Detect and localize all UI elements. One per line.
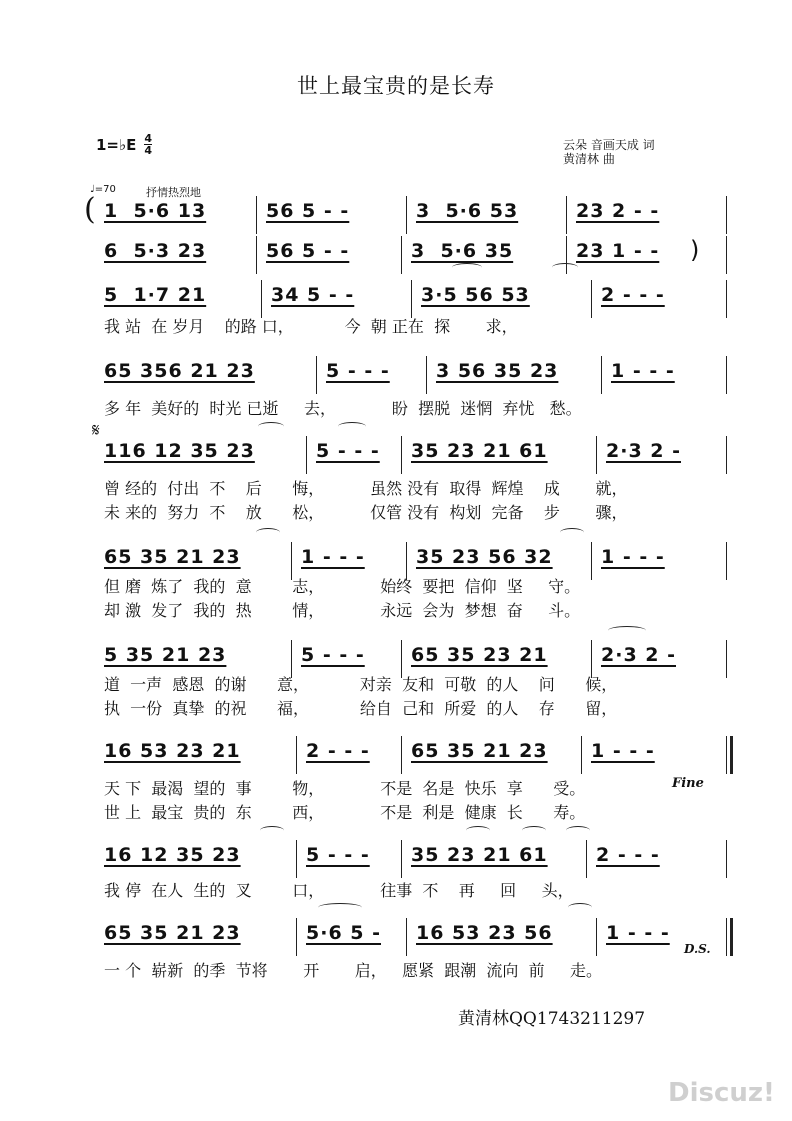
score-row xyxy=(96,200,726,230)
measure: 56 5 - - xyxy=(266,240,350,262)
bar-line xyxy=(726,840,727,878)
measure: 1 5·6 13 xyxy=(104,200,207,222)
slur-icon xyxy=(256,528,280,537)
repeat-open-icon: ( xyxy=(84,192,96,227)
lyric-line: 曾 经的 付出 不 后 悔， 虽然 没有 取得 辉煌 成 就， xyxy=(104,479,628,498)
lyric-line: 世 上 最宝 贵的 东 西， 不是 利是 健康 长 寿。 xyxy=(104,803,586,822)
tempo-mark: ♩=70 xyxy=(90,184,116,195)
score-row xyxy=(96,740,726,770)
watermark: Discuz! xyxy=(668,1078,775,1108)
score-row xyxy=(96,284,726,314)
bar-line xyxy=(401,436,402,474)
slur-icon xyxy=(260,826,284,835)
bar-line xyxy=(581,736,582,774)
measure: 6 5·3 23 xyxy=(104,240,207,262)
lyricist: 云朵 音画天成 词 xyxy=(563,138,655,152)
bar-line xyxy=(596,918,597,956)
meter-bottom: 4 xyxy=(144,144,152,157)
measure: 5 - - - xyxy=(326,360,390,382)
measure: 35 23 21 61 xyxy=(411,844,548,866)
measure: 116 12 35 23 xyxy=(104,440,255,462)
slur-icon xyxy=(608,626,646,635)
composer: 黄清林 曲 xyxy=(563,152,615,166)
bar-line xyxy=(726,236,727,274)
bar-line xyxy=(726,436,727,474)
slur-icon xyxy=(452,263,482,272)
measure: 5 - - - xyxy=(301,644,365,666)
measure: 5 1·7 21 xyxy=(104,284,207,306)
measure: 2 - - - xyxy=(596,844,660,866)
measure: 3 5·6 53 xyxy=(416,200,519,222)
measure: 3 56 35 23 xyxy=(436,360,559,382)
measure: 1 - - - xyxy=(601,546,665,568)
time-signature xyxy=(144,133,152,156)
bar-line xyxy=(406,196,407,234)
score-row xyxy=(96,922,726,952)
measure: 65 35 21 23 xyxy=(411,740,548,762)
measure: 3 5·6 35 xyxy=(411,240,514,262)
measure: 35 23 21 61 xyxy=(411,440,548,462)
score-row xyxy=(96,546,726,576)
lyric-line: 天 下 最渴 望的 事 物， 不是 名是 快乐 享 受。 xyxy=(104,779,586,798)
slur-icon xyxy=(566,826,590,835)
bar-line xyxy=(726,542,727,580)
measure: 35 23 56 32 xyxy=(416,546,553,568)
measure: 16 53 23 21 xyxy=(104,740,241,762)
score-row xyxy=(96,440,726,470)
bar-line xyxy=(401,840,402,878)
bar-line xyxy=(296,918,297,956)
lyric-line: 我 停 在人 生的 叉 口， 往事 不 再 回 头， xyxy=(104,881,574,900)
slur-icon xyxy=(338,422,366,431)
bar-line xyxy=(726,736,733,774)
fine-mark: Fine xyxy=(672,776,704,791)
measure: 5 35 21 23 xyxy=(104,644,227,666)
measure: 65 35 23 21 xyxy=(411,644,548,666)
measure: 2 - - - xyxy=(306,740,370,762)
measure: 56 5 - - xyxy=(266,200,350,222)
page-title: 世上最宝贵的是长寿 xyxy=(297,74,495,98)
key-label: 1=♭E xyxy=(96,135,137,154)
bar-line xyxy=(591,542,592,580)
measure: 2·3 2 - xyxy=(601,644,676,666)
bar-line xyxy=(256,236,257,274)
lyric-line: 未 来的 努力 不 放 松， 仅管 没有 构划 完备 步 骤， xyxy=(104,503,628,522)
bar-line xyxy=(726,356,727,394)
measure: 5 - - - xyxy=(316,440,380,462)
slur-icon xyxy=(552,263,578,272)
bar-line xyxy=(406,918,407,956)
bar-line xyxy=(306,436,307,474)
lyric-line: 执 一份 真挚 的祝 福， 给自 己和 所爱 的人 存 留， xyxy=(104,699,618,718)
repeat-close-icon: ) xyxy=(690,236,700,264)
bar-line xyxy=(726,918,733,956)
signature: 黄清林QQ1743211297 xyxy=(458,1009,646,1029)
slur-icon xyxy=(258,422,284,431)
score-row xyxy=(96,240,726,270)
lyric-line: 多 年 美好的 时光 已逝 去， 盼 摆脱 迷惘 弃忧 愁。 xyxy=(104,399,582,418)
slur-icon xyxy=(560,528,584,537)
bar-line xyxy=(426,356,427,394)
score-row xyxy=(96,844,726,874)
bar-line xyxy=(256,196,257,234)
measure: 2 - - - xyxy=(601,284,665,306)
lyric-line: 我 站 在 岁月 的路 口， 今 朝 正在 探 求， xyxy=(104,317,518,336)
measure: 65 35 21 23 xyxy=(104,546,241,568)
lyric-line: 但 磨 炼了 我的 意 志， 始终 要把 信仰 坚 守。 xyxy=(104,577,581,596)
bar-line xyxy=(591,280,592,318)
bar-line xyxy=(586,840,587,878)
measure: 1 - - - xyxy=(606,922,670,944)
slur-icon xyxy=(318,903,362,912)
expression-mark: 抒情热烈地 xyxy=(146,186,201,199)
bar-line xyxy=(726,640,727,678)
slur-icon xyxy=(522,826,546,835)
bar-line xyxy=(401,236,402,274)
measure: 1 - - - xyxy=(611,360,675,382)
bar-line xyxy=(596,436,597,474)
lyric-line: 一 个 崭新 的季 节将 开 启， 愿紧 跟潮 流向 前 走。 xyxy=(104,961,603,980)
ds-mark: D.S. xyxy=(684,942,711,956)
bar-line xyxy=(566,196,567,234)
bar-line xyxy=(261,280,262,318)
measure: 5 - - - xyxy=(306,844,370,866)
segno-icon: 𝄋 xyxy=(92,420,100,441)
bar-line xyxy=(726,196,727,234)
measure: 23 1 - - xyxy=(576,240,660,262)
slur-icon xyxy=(568,903,592,912)
measure: 2·3 2 - xyxy=(606,440,681,462)
measure: 16 12 35 23 xyxy=(104,844,241,866)
bar-line xyxy=(296,736,297,774)
bar-line xyxy=(296,840,297,878)
measure: 1 - - - xyxy=(591,740,655,762)
key-signature xyxy=(96,133,152,156)
bar-line xyxy=(411,280,412,318)
bar-line xyxy=(726,280,727,318)
bar-line xyxy=(601,356,602,394)
score-row xyxy=(96,360,726,390)
score-row xyxy=(96,644,726,674)
measure: 1 - - - xyxy=(301,546,365,568)
measure: 5·6 5 - xyxy=(306,922,381,944)
lyric-line: 却 激 发了 我的 热 情， 永远 会为 梦想 奋 斗。 xyxy=(104,601,581,620)
measure: 3·5 56 53 xyxy=(421,284,530,306)
measure: 65 356 21 23 xyxy=(104,360,255,382)
measure: 34 5 - - xyxy=(271,284,355,306)
slur-icon xyxy=(466,826,490,835)
measure: 16 53 23 56 xyxy=(416,922,553,944)
measure: 23 2 - - xyxy=(576,200,660,222)
measure: 65 35 21 23 xyxy=(104,922,241,944)
meter-top: 4 xyxy=(144,132,152,145)
bar-line xyxy=(401,736,402,774)
credits xyxy=(563,138,655,166)
lyric-line: 道 一声 感恩 的谢 意， 对亲 友和 可敬 的人 问 候， xyxy=(104,675,618,694)
bar-line xyxy=(316,356,317,394)
